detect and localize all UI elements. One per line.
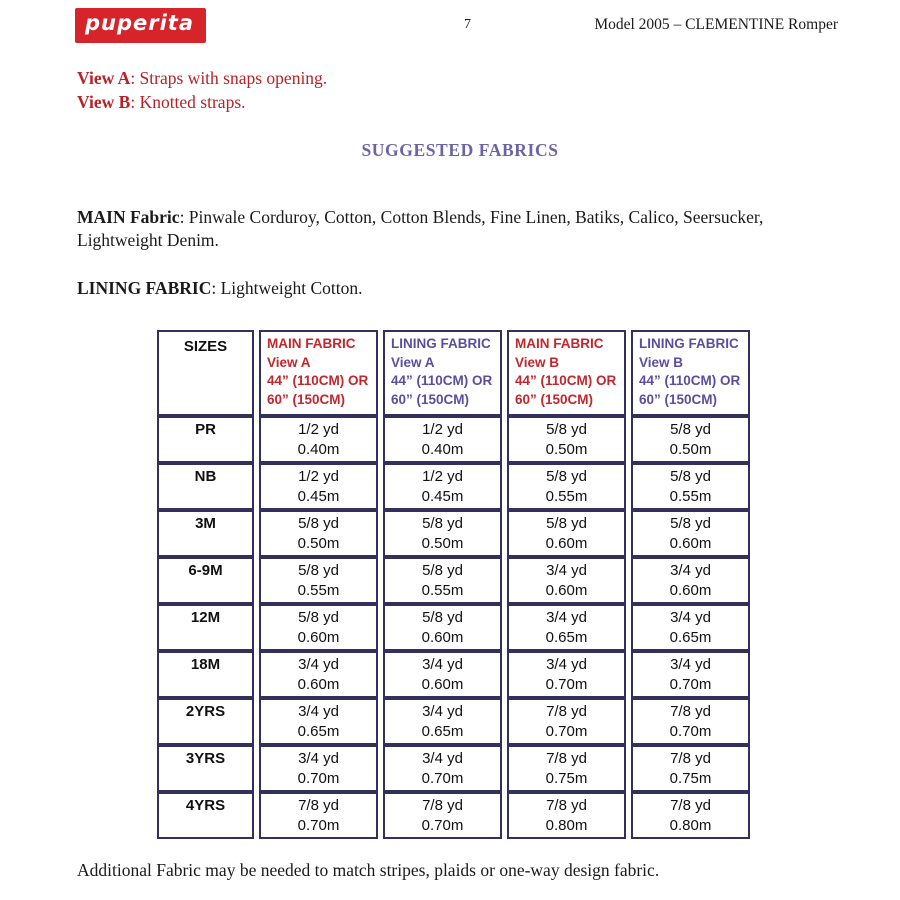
yardage-cell: 5/8 yd 0.60m [259, 604, 378, 651]
yardage-cell: 1/2 yd 0.40m [383, 416, 502, 463]
view-a-line [77, 66, 327, 90]
yardage-cell: 3/4 yd 0.60m [631, 557, 750, 604]
view-b-line [77, 90, 327, 114]
yardage-cell: 3/4 yd 0.70m [631, 651, 750, 698]
yardage-cell: 5/8 yd 0.55m [507, 463, 626, 510]
lining-fabric-note [77, 277, 809, 301]
yardage-cell: 3/4 yd 0.65m [383, 698, 502, 745]
yardage-cell: 3/4 yd 0.70m [259, 745, 378, 792]
yardage-cell: 5/8 yd 0.60m [383, 604, 502, 651]
table-row [157, 416, 750, 463]
yardage-cell: 1/2 yd 0.40m [259, 416, 378, 463]
table-row [157, 510, 750, 557]
yardage-cell: 3/4 yd 0.60m [259, 651, 378, 698]
main-fabric-note [77, 206, 809, 253]
yardage-cell: 3/4 yd 0.70m [507, 651, 626, 698]
yardage-cell: 1/2 yd 0.45m [259, 463, 378, 510]
view-b-label: View B [77, 92, 131, 112]
yardage-cell: 5/8 yd 0.55m [383, 557, 502, 604]
size-cell: 6-9M [157, 557, 254, 604]
main-fabric-text: : Pinwale Corduroy, Cotton, Cotton Blends, Fine Linen, Batiks, Calico, Seersucker, Lightweight Denim. [77, 206, 764, 250]
yardage-cell: 7/8 yd 0.75m [631, 745, 750, 792]
column-header: LINING FABRIC View B 44” (110CM) OR 60” (150CM) [631, 330, 750, 416]
yardage-cell: 5/8 yd 0.55m [631, 463, 750, 510]
yardage-cell: 1/2 yd 0.45m [383, 463, 502, 510]
yardage-cell: 5/8 yd 0.50m [383, 510, 502, 557]
lining-fabric-label: LINING FABRIC [77, 277, 212, 298]
yardage-cell: 7/8 yd 0.70m [631, 698, 750, 745]
size-cell: PR [157, 416, 254, 463]
yardage-cell: 7/8 yd 0.70m [383, 792, 502, 839]
table-row [157, 557, 750, 604]
view-a-text: : Straps with snaps opening. [130, 68, 328, 88]
size-cell: 12M [157, 604, 254, 651]
view-b-text: : Knotted straps. [130, 92, 246, 112]
table-row [157, 792, 750, 839]
yardage-cell: 5/8 yd 0.60m [507, 510, 626, 557]
fabric-table-wrap [152, 330, 755, 839]
yardage-cell: 5/8 yd 0.60m [631, 510, 750, 557]
yardage-cell: 5/8 yd 0.55m [259, 557, 378, 604]
table-row [157, 651, 750, 698]
yardage-cell: 5/8 yd 0.50m [259, 510, 378, 557]
yardage-cell: 5/8 yd 0.50m [631, 416, 750, 463]
table-row [157, 604, 750, 651]
yardage-cell: 3/4 yd 0.70m [383, 745, 502, 792]
page-number: 7 [464, 17, 471, 32]
table-row [157, 698, 750, 745]
column-header-sizes: SIZES [157, 330, 254, 416]
size-cell: 2YRS [157, 698, 254, 745]
view-descriptions [77, 66, 327, 114]
lining-fabric-text: : Lightweight Cotton. [211, 277, 363, 298]
table-row [157, 745, 750, 792]
size-cell: 4YRS [157, 792, 254, 839]
yardage-cell: 3/4 yd 0.60m [507, 557, 626, 604]
fabric-requirements-table [152, 330, 755, 839]
puperita-logo: puperita [75, 8, 206, 43]
yardage-cell: 5/8 yd 0.50m [507, 416, 626, 463]
size-cell: 3YRS [157, 745, 254, 792]
column-header: MAIN FABRIC View A 44” (110CM) OR 60” (150CM) [259, 330, 378, 416]
footer-note: Additional Fabric may be needed to match stripes, plaids or one-way design fabric. [77, 860, 660, 880]
document-title: Model 2005 – CLEMENTINE Romper [594, 16, 838, 33]
yardage-cell: 7/8 yd 0.70m [507, 698, 626, 745]
yardage-cell: 7/8 yd 0.80m [507, 792, 626, 839]
main-fabric-label: MAIN Fabric [77, 206, 180, 227]
size-cell: NB [157, 463, 254, 510]
column-header: MAIN FABRIC View B 44” (110CM) OR 60” (150CM) [507, 330, 626, 416]
table-row [157, 463, 750, 510]
table-header-row [157, 330, 750, 416]
yardage-cell: 7/8 yd 0.75m [507, 745, 626, 792]
section-heading: SUGGESTED FABRICS [361, 140, 559, 160]
size-cell: 18M [157, 651, 254, 698]
yardage-cell: 3/4 yd 0.65m [259, 698, 378, 745]
yardage-cell: 3/4 yd 0.65m [631, 604, 750, 651]
yardage-cell: 3/4 yd 0.60m [383, 651, 502, 698]
size-cell: 3M [157, 510, 254, 557]
column-header: LINING FABRIC View A 44” (110CM) OR 60” (150CM) [383, 330, 502, 416]
yardage-cell: 3/4 yd 0.65m [507, 604, 626, 651]
yardage-cell: 7/8 yd 0.80m [631, 792, 750, 839]
yardage-cell: 7/8 yd 0.70m [259, 792, 378, 839]
view-a-label: View A [77, 68, 131, 88]
